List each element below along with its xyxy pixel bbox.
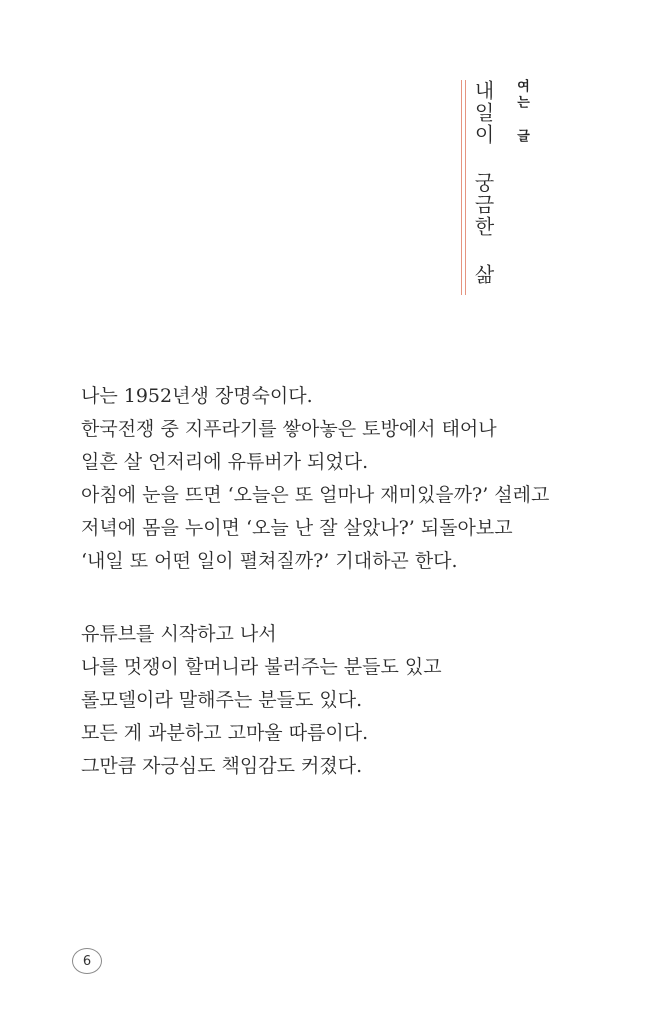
text-line: 그만큼 자긍심도 책임감도 커졌다. xyxy=(81,755,363,777)
page-title: 내일이 궁금한 삶 xyxy=(471,80,495,286)
text-line: 롤모델이라 말해주는 분들도 있다. xyxy=(81,689,363,711)
text-line: 유튜브를 시작하고 나서 xyxy=(81,623,277,645)
section-label: 여는 글 xyxy=(514,79,529,145)
text-line: 모든 게 과분하고 고마울 따름이다. xyxy=(81,722,369,744)
title-accent-rule xyxy=(461,80,466,295)
text-line: 아침에 눈을 뜨면 ‘오늘은 또 얼마나 재미있을까?’ 설레고 xyxy=(81,484,550,506)
text-line: 저녁에 몸을 누이면 ‘오늘 난 잘 살았나?’ 되돌아보고 xyxy=(81,517,513,539)
text-line: ‘내일 또 어떤 일이 펼쳐질까?’ 기대하곤 한다. xyxy=(81,550,458,572)
text-line: 나는 1952년생 장명숙이다. xyxy=(81,385,313,407)
text-line: 나를 멋쟁이 할머니라 불러주는 분들도 있고 xyxy=(81,656,442,678)
paragraph xyxy=(81,380,601,578)
page-number-badge: 6 xyxy=(72,948,102,974)
text-line: 일흔 살 언저리에 유튜버가 되었다. xyxy=(81,451,369,473)
paragraph xyxy=(81,618,601,783)
text-line: 한국전쟁 중 지푸라기를 쌓아놓은 토방에서 태어나 xyxy=(81,418,497,440)
body-text xyxy=(81,380,601,783)
